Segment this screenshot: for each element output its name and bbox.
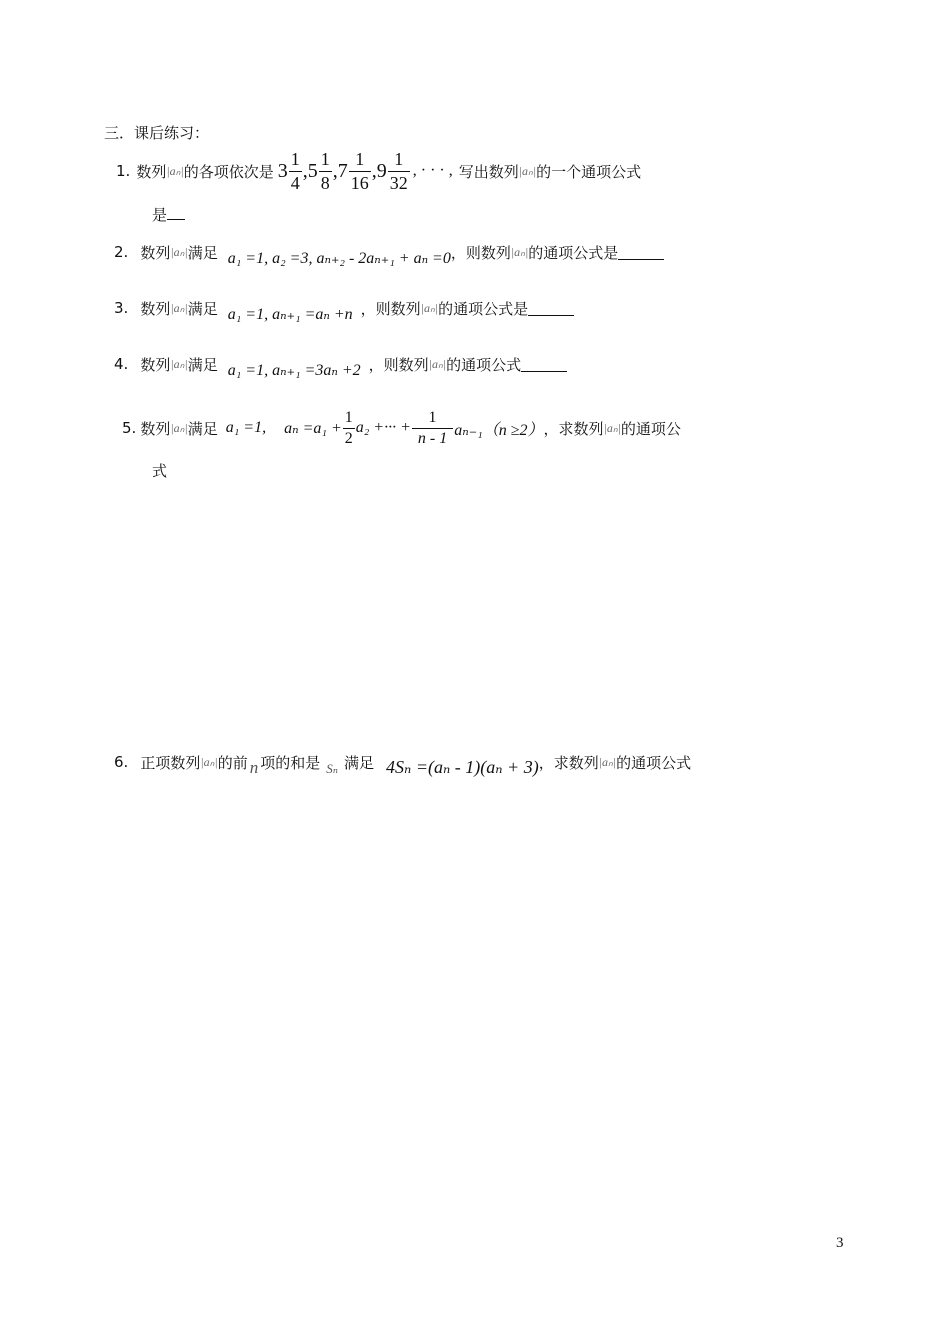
q6-formula: 4Sₙ =(aₙ - 1)(aₙ + 3): [386, 756, 539, 777]
q3-formula: a₁ =1, aₙ₊₁ =aₙ +n: [227, 306, 353, 323]
q4-tail: 的通项公式: [446, 355, 522, 374]
q1-tail: 的一个通项公式: [536, 162, 642, 181]
q2-mid: 满足: [187, 243, 218, 262]
question-3: [114, 292, 574, 324]
q4-after: ，则数列: [368, 355, 429, 374]
q6-mid2: 项的和是: [260, 753, 321, 772]
q5-formula-mid: a₂ +··· +: [355, 419, 411, 436]
q6-number: 6.: [114, 753, 129, 771]
q5-pre: 数列: [140, 419, 171, 438]
q5-number: 5.: [122, 419, 137, 437]
q6-mid3: 满足: [344, 753, 375, 772]
q6-s-variable: Sₙ: [326, 761, 339, 776]
q3-answer-blank[interactable]: [528, 301, 574, 316]
q6-after: ，求数列: [538, 753, 599, 772]
q5-fraction-n-minus-1: [412, 409, 453, 448]
q5-tail: 的通项公: [620, 419, 681, 438]
q5-formula-tail: aₙ₋₁（n ≥2）: [454, 421, 544, 439]
q5-sequence-symbol: |aₙ|: [170, 420, 188, 435]
q1-term-2-den: 8: [320, 172, 330, 193]
q1-after: 写出数列: [458, 162, 519, 181]
question-2: [114, 236, 664, 268]
q1-line2-text: 是: [152, 206, 168, 224]
q5-frac1-den: 2: [344, 429, 353, 447]
q1-term-4-frac: [388, 149, 410, 194]
q1-term-2-num: 1: [320, 148, 330, 169]
q1-term-4-den: 32: [389, 172, 408, 193]
q3-mid: 满足: [187, 299, 218, 318]
q3-number: 3.: [114, 299, 129, 317]
q1-term-4-num: 1: [394, 148, 404, 169]
q3-pre: 数列: [140, 299, 171, 318]
q3-after: ，则数列: [360, 299, 421, 318]
page-number: 3: [836, 1235, 844, 1251]
q5-frac2-den: n - 1: [412, 428, 453, 448]
q1-term-3-whole: 7: [337, 159, 348, 182]
q1-sep-3: ,: [371, 159, 377, 182]
q1-answer-blank[interactable]: [167, 205, 185, 220]
q1-term-4-whole: 9: [376, 159, 387, 182]
q1-term-1-den: 4: [290, 172, 300, 193]
q3-sequence-symbol-2: |aₙ|: [420, 300, 439, 315]
q6-tail: 的通项公式: [616, 753, 692, 772]
q5-formula-an: aₙ =a₁ +: [284, 420, 342, 437]
q5-frac1-num: 1: [344, 408, 353, 426]
q2-formula: a₁ =1, a₂ =3, aₙ₊₂ - 2aₙ₊₁ + aₙ =0: [227, 250, 451, 267]
q1-mid: 的各项依次是: [183, 162, 274, 181]
question-4: [114, 348, 567, 380]
q4-number: 4.: [114, 355, 129, 373]
q4-pre: 数列: [140, 355, 171, 374]
q5-sequence-symbol-2: |aₙ|: [603, 420, 621, 435]
q2-tail: 的通项公式是: [528, 243, 619, 262]
q1-sep-2: ,: [332, 159, 338, 182]
q2-number: 2.: [114, 243, 129, 261]
q1-sequence-symbol: |aₙ|: [166, 163, 184, 178]
q6-mid: 的前: [217, 753, 248, 772]
q1-term-2-frac: [319, 149, 332, 194]
q1-sequence-symbol-2: |aₙ|: [518, 163, 537, 178]
question-6: [114, 742, 691, 782]
q1-term-2-whole: 5: [307, 159, 318, 182]
q1-pre: 数列: [136, 162, 167, 181]
section-title: 三．课后练习：: [104, 124, 210, 142]
q1-term-3-frac: [349, 149, 371, 194]
q6-sequence-symbol: |aₙ|: [200, 754, 218, 769]
q4-mid: 满足: [187, 355, 218, 374]
q1-number: 1.: [116, 162, 131, 180]
q2-sequence-symbol: |aₙ|: [170, 244, 188, 259]
q4-formula: a₁ =1, aₙ₊₁ =3aₙ +2: [227, 362, 361, 379]
q6-sequence-symbol-2: |aₙ|: [598, 754, 617, 769]
q2-after: ，则数列: [450, 243, 511, 262]
q1-term-3-num: 1: [355, 148, 365, 169]
question-1: [116, 148, 641, 194]
q1-line-2: [152, 204, 185, 225]
q1-term-1-frac: [289, 149, 302, 194]
q1-ellipsis: , · · · ,: [412, 162, 453, 179]
q5-frac2-num: 1: [428, 408, 437, 426]
q2-pre: 数列: [140, 243, 171, 262]
q1-term-3-den: 16: [350, 172, 369, 193]
q6-n-variable: n: [249, 758, 259, 777]
q3-tail: 的通项公式是: [438, 299, 529, 318]
q5-after: ，求数列: [543, 419, 604, 438]
q5-formula-a1: a₁ =1,: [225, 419, 267, 436]
q2-sequence-symbol-2: |aₙ|: [510, 244, 529, 259]
q4-answer-blank[interactable]: [521, 357, 567, 372]
q5-mid: 满足: [187, 419, 218, 438]
question-5: [122, 404, 681, 452]
q1-term-1-whole: 3: [277, 159, 288, 182]
q5-line-2: 式: [152, 462, 168, 480]
q1-sep-1: ,: [302, 159, 308, 182]
q3-sequence-symbol: |aₙ|: [170, 300, 188, 315]
q6-pre: 正项数列: [140, 753, 201, 772]
q2-answer-blank[interactable]: [618, 245, 664, 260]
q5-fraction-half: [343, 409, 355, 448]
q1-terms: [278, 149, 453, 194]
q4-sequence-symbol: |aₙ|: [170, 356, 188, 371]
q4-sequence-symbol-2: |aₙ|: [428, 356, 447, 371]
q1-term-1-num: 1: [290, 148, 300, 169]
